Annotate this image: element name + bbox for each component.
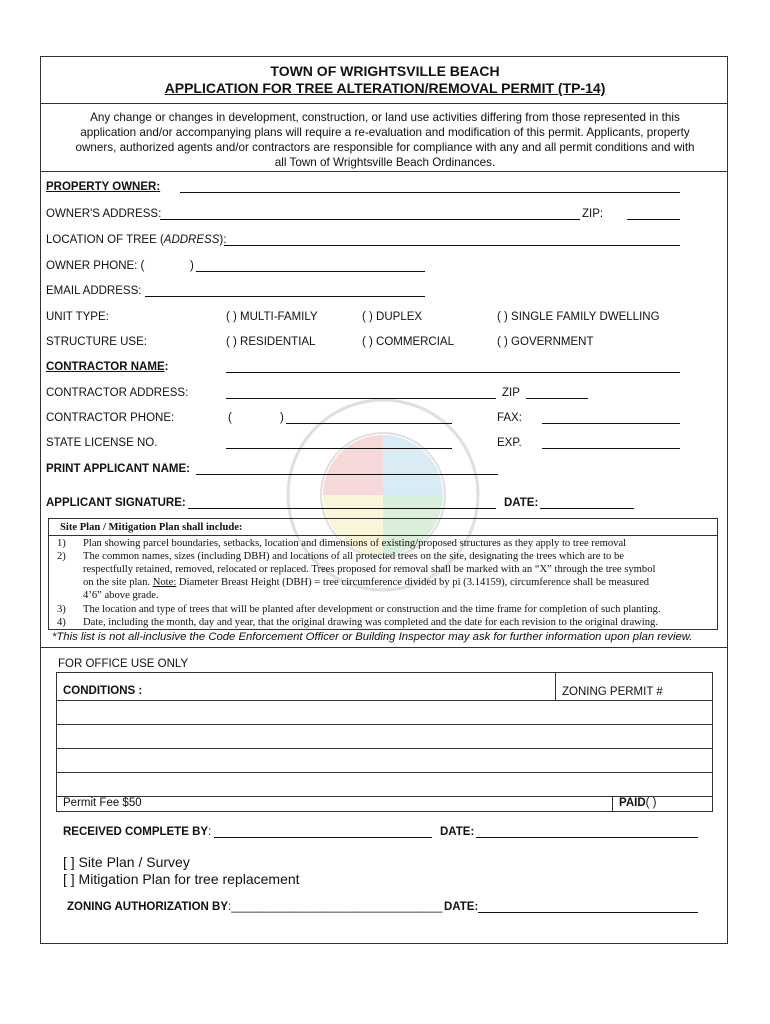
contractor-name-field[interactable] <box>226 372 680 373</box>
unit-duplex-option[interactable]: ( ) DUPLEX <box>362 311 423 323</box>
site-plan-item-num: 1) <box>57 538 66 549</box>
owners-address-field[interactable] <box>160 219 580 220</box>
print-applicant-label: PRINT APPLICANT NAME: <box>46 463 190 475</box>
contractor-zip-field[interactable] <box>526 398 588 399</box>
email-field[interactable] <box>145 296 425 297</box>
intro-line4: all Town of Wrightsville Beach Ordinances. <box>274 156 496 169</box>
conditions-row[interactable] <box>56 724 713 725</box>
fax-field[interactable] <box>542 423 680 424</box>
site-plan-survey-checkbox[interactable]: [ ] Site Plan / Survey <box>63 854 190 870</box>
zip-label: ZIP: <box>582 208 604 220</box>
exp-field[interactable] <box>542 448 680 449</box>
conditions-row[interactable] <box>56 772 713 773</box>
form-title-line2: APPLICATION FOR TREE ALTERATION/REMOVAL PERMIT (TP-14) <box>164 80 606 96</box>
plan-review-disclaimer: *This list is not all-inclusive the Code Enforcement Officer or Building Inspector may ask for further information upon plan review. <box>52 631 693 643</box>
unit-multi-family-option[interactable]: ( ) MULTI-FAMILY <box>226 311 318 323</box>
owners-address-label: OWNER'S ADDRESS: <box>46 208 162 220</box>
intro-line3: owners, authorized agents and/or contractors are responsible for compliance with any and all permit conditions and with <box>75 141 695 154</box>
owner-phone-field[interactable] <box>196 271 425 272</box>
contractor-phone-label: CONTRACTOR PHONE: <box>46 412 175 424</box>
exp-label: EXP. <box>497 437 522 449</box>
zoning-permit-label: ZONING PERMIT # <box>562 686 663 698</box>
site-plan-item-line: respectfully retained, removed, relocated or replaced. Trees proposed for removal shall be marked with an “X” through the tree symbol <box>83 564 656 575</box>
contractor-address-label: CONTRACTOR ADDRESS: <box>46 387 189 399</box>
structure-residential-option[interactable]: ( ) RESIDENTIAL <box>226 336 316 348</box>
conditions-row[interactable] <box>56 700 713 701</box>
divider <box>48 535 718 536</box>
divider <box>555 672 556 700</box>
divider <box>40 103 728 104</box>
property-owner-field[interactable] <box>180 192 680 193</box>
applicant-signature-field[interactable] <box>188 508 496 509</box>
received-date-label: DATE: <box>440 826 475 838</box>
structure-use-label: STRUCTURE USE: <box>46 336 147 348</box>
contractor-phone-open: ( <box>228 412 232 424</box>
zoning-date-field[interactable] <box>478 912 698 913</box>
mitigation-plan-checkbox[interactable]: [ ] Mitigation Plan for tree replacement <box>63 871 300 887</box>
received-complete-label: RECEIVED COMPLETE BY: <box>63 826 212 838</box>
contractor-phone-close: ) <box>280 412 284 424</box>
site-plan-item-line: Plan showing parcel boundaries, setbacks, location and dimensions of existing/proposed structures as they apply to tree removal <box>83 538 627 549</box>
conditions-row[interactable] <box>56 748 713 749</box>
site-plan-item-line: on the site plan. Note: Diameter Breast Height (DBH) = tree circumference divided by pi (3.14159), circumference shall be measured <box>83 577 650 588</box>
zip-field[interactable] <box>627 219 680 220</box>
site-plan-item-line: The location and type of trees that will be planted after development or construction and the time frame for completion of such planting. <box>83 604 661 615</box>
received-date-field[interactable] <box>476 837 698 838</box>
intro-line1: Any change or changes in development, construction, or land use activities differing from those represented in this <box>90 111 680 124</box>
site-plan-heading: Site Plan / Mitigation Plan shall include: <box>60 522 243 533</box>
state-license-field[interactable] <box>226 448 452 449</box>
location-label: LOCATION OF TREE (ADDRESS): <box>46 234 227 246</box>
zoning-date-label: DATE: <box>444 901 479 913</box>
divider <box>40 171 728 172</box>
structure-commercial-option[interactable]: ( ) COMMERCIAL <box>362 336 454 348</box>
contractor-address-field[interactable] <box>226 398 496 399</box>
site-plan-item-line: Date, including the month, day and year, that the original drawing was completed and the date for each revision to the original drawing. <box>83 617 658 628</box>
site-plan-item-line: The common names, sizes (including DBH) and locations of all protected trees on the site, designating the trees which are to be <box>83 551 625 562</box>
site-plan-item-num: 3) <box>57 604 66 615</box>
contractor-zip-label: ZIP <box>502 387 520 399</box>
contractor-phone-field[interactable] <box>286 423 452 424</box>
divider <box>612 796 613 812</box>
state-license-label: STATE LICENSE NO. <box>46 437 158 449</box>
signature-date-label: DATE: <box>504 497 539 509</box>
site-plan-item-num: 2) <box>57 551 66 562</box>
conditions-label: CONDITIONS : <box>63 685 143 697</box>
unit-type-label: UNIT TYPE: <box>46 311 109 323</box>
zoning-authorization-label: ZONING AUTHORIZATION BY:_________________________________ <box>67 901 443 913</box>
applicant-signature-label: APPLICANT SIGNATURE: <box>46 497 186 509</box>
unit-single-family-option[interactable]: ( ) SINGLE FAMILY DWELLING <box>497 311 660 323</box>
received-complete-field[interactable] <box>214 837 432 838</box>
divider <box>56 796 713 797</box>
permit-fee-label: Permit Fee $50 <box>63 797 142 809</box>
paid-label[interactable]: PAID( ) <box>619 797 657 809</box>
signature-date-field[interactable] <box>540 508 634 509</box>
print-applicant-field[interactable] <box>196 474 498 475</box>
form-title-line1: TOWN OF WRIGHTSVILLE BEACH <box>270 63 500 79</box>
contractor-name-label: CONTRACTOR NAME: <box>46 361 169 373</box>
intro-line2: application and/or accompanying plans will require a re-evaluation and modification of this permit. Applicants, property <box>80 126 690 139</box>
office-use-heading: FOR OFFICE USE ONLY <box>58 658 189 670</box>
property-owner-label: PROPERTY OWNER: <box>46 181 161 193</box>
owner-phone-close: ) <box>190 260 194 272</box>
fax-label: FAX: <box>497 412 522 424</box>
owner-phone-label: OWNER PHONE: ( <box>46 260 145 272</box>
divider <box>40 647 728 648</box>
structure-government-option[interactable]: ( ) GOVERNMENT <box>497 336 594 348</box>
location-field[interactable] <box>224 245 680 246</box>
site-plan-item-num: 4) <box>57 617 66 628</box>
email-label: EMAIL ADDRESS: <box>46 285 142 297</box>
site-plan-item-line: 4’6” above grade. <box>83 590 159 601</box>
